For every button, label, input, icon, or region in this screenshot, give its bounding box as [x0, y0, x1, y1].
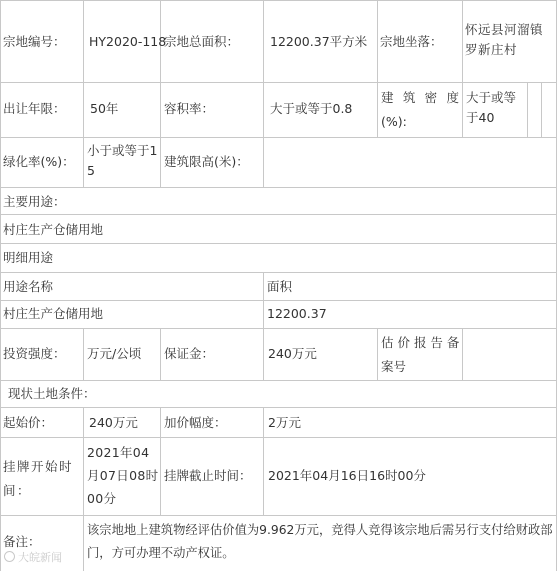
use-row-name: 村庄生产仓储用地 [3, 306, 104, 321]
invest-label: 投资强度： [3, 346, 66, 361]
listing-start-label: 挂牌开始时间： [3, 459, 74, 498]
rule-col [263, 328, 264, 380]
remark-value: 该宗地地上建筑物经评估价值为9.962万元，竞得人竞得该宗地后需另行支付给财政部门，方可办理不动产权证。 [87, 523, 553, 560]
main-use-label: 主要用途： [3, 194, 66, 209]
location-value: 怀远县河溜镇罗新庄村 [465, 22, 544, 57]
watermark-logo-icon [4, 551, 15, 562]
rule-col [83, 437, 84, 515]
rule-col [160, 82, 161, 137]
rule-row-4 [0, 214, 557, 215]
rule-row-5 [0, 243, 557, 244]
rule-row-6 [0, 272, 557, 273]
rule-col [462, 0, 463, 82]
rule-col [83, 515, 84, 571]
watermark-text: 大皖新闻 [18, 551, 62, 564]
rule-col [160, 328, 161, 380]
density-value: 大于或等于40 [466, 90, 517, 125]
rule-row-3 [0, 187, 557, 188]
rule-col [462, 328, 463, 380]
parcel-no-value: HY2020-118 [89, 34, 167, 49]
term-value: 50年 [90, 101, 119, 116]
rule-col [83, 137, 84, 187]
appraisal-label-line-1: 估 价 报 告 备 [381, 335, 460, 350]
watermark [4, 551, 62, 565]
rule-col [462, 82, 463, 137]
total-area-value: 12200.37平方米 [270, 34, 368, 49]
rule-col [83, 407, 84, 437]
rule-col [377, 0, 378, 82]
appraisal-label-line-2: 案号 [381, 359, 407, 374]
rule-col [263, 137, 264, 187]
location-label: 宗地坐落： [380, 34, 443, 49]
rule-col [263, 437, 264, 515]
listing-start-value: 2021年04月07日08时00分 [87, 445, 159, 506]
rule-left [0, 0, 1, 571]
use-row-area: 12200.37 [267, 306, 327, 321]
rule-col [160, 407, 161, 437]
rule-col [263, 272, 264, 328]
green-value: 小于或等于15 [87, 143, 158, 178]
rule-right [556, 0, 557, 571]
area-header: 面积 [267, 279, 293, 294]
parcel-no-label: 宗地编号： [3, 34, 66, 49]
far-value: 大于或等于0.8 [270, 101, 353, 116]
rule-col [83, 328, 84, 380]
use-name-header: 用途名称 [3, 279, 54, 294]
density-label-line-2: (%): [381, 114, 407, 129]
rule-col [541, 82, 542, 137]
rule-row-7 [0, 300, 557, 301]
deposit-value: 240万元 [268, 346, 317, 361]
rule-col [83, 82, 84, 137]
invest-unit: 万元/公顷 [87, 346, 142, 361]
listing-end-label: 挂牌截止时间： [164, 468, 252, 483]
rule-col [377, 82, 378, 137]
remark-label: 备注： [3, 534, 41, 549]
far-label: 容积率： [164, 101, 215, 116]
total-area-label: 宗地总面积： [164, 34, 240, 49]
rule-col [263, 82, 264, 137]
density-label-line-1: 建 筑 密 度 [381, 90, 459, 105]
detail-use-label: 明细用途 [3, 250, 54, 265]
current-condition-label: 现状土地条件： [8, 386, 96, 401]
deposit-label: 保证金： [164, 346, 215, 361]
main-use-value: 村庄生产仓储用地 [3, 222, 104, 237]
rule-row-9 [0, 380, 557, 381]
increment-value: 2万元 [268, 415, 301, 430]
rule-col [263, 407, 264, 437]
increment-label: 加价幅度： [164, 415, 227, 430]
start-price-label: 起始价： [3, 415, 54, 430]
height-label: 建筑限高(米)： [164, 154, 249, 169]
rule-col [377, 328, 378, 380]
start-price-value: 240万元 [89, 415, 138, 430]
rule-col [83, 0, 84, 82]
listing-end-value: 2021年04月16日16时00分 [268, 468, 426, 483]
term-label: 出让年限： [3, 101, 66, 116]
rule-col [263, 0, 264, 82]
green-label: 绿化率(%)： [3, 154, 75, 169]
